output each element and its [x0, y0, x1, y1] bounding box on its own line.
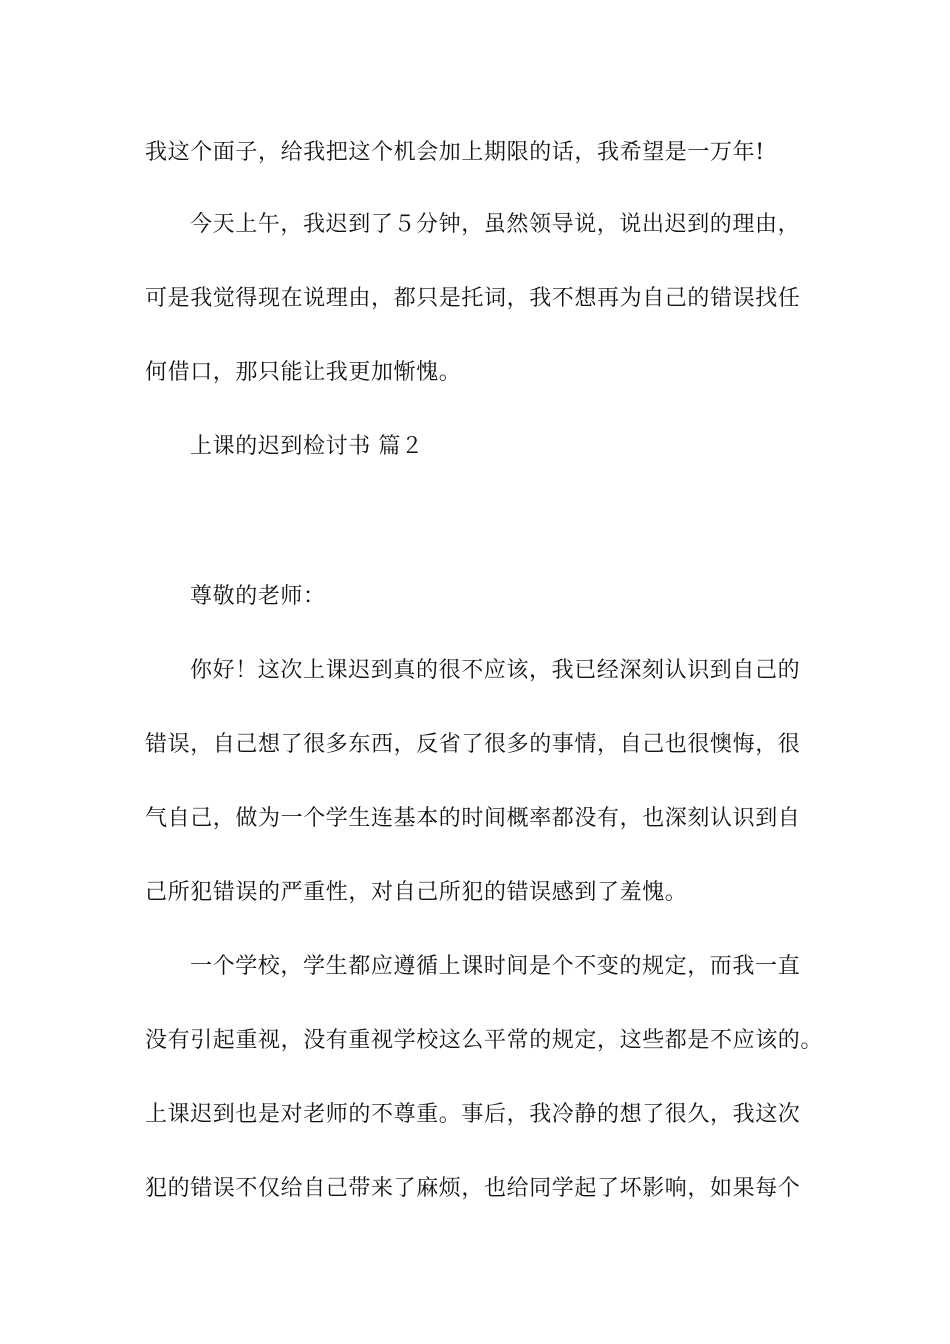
paragraph-line: 犯的错误不仅给自己带来了麻烦，也给同学起了坏影响，如果每个: [145, 1176, 801, 1201]
paragraph-line: 可是我觉得现在说理由，都只是托词，我不想再为自己的错误找任: [145, 286, 801, 311]
paragraph-line: 何借口，那只能让我更加惭愧。: [145, 360, 462, 385]
paragraph-line: 己所犯错误的严重性，对自己所犯的错误感到了羞愧。: [145, 880, 688, 905]
paragraph-line: 错误，自己想了很多东西，反省了很多的事情，自己也很懊悔，很: [145, 732, 801, 757]
paragraph-line: 今天上午，我迟到了５分钟，虽然领导说，说出迟到的理由，: [190, 212, 801, 237]
salutation: 尊敬的老师：: [190, 584, 326, 609]
section-heading: 上课的迟到检讨书 篇２: [190, 434, 424, 459]
paragraph-line: 没有引起重视，没有重视学校这么平常的规定，这些都是不应该的。: [145, 1028, 824, 1053]
paragraph-line: 你好！这次上课迟到真的很不应该，我已经深刻认识到自己的: [190, 658, 801, 683]
paragraph-line: 我这个面子，给我把这个机会加上期限的话，我希望是一万年!: [145, 140, 765, 165]
paragraph-line: 上课迟到也是对老师的不尊重。事后，我冷静的想了很久，我这次: [145, 1102, 801, 1127]
paragraph-line: 一个学校，学生都应遵循上课时间是个不变的规定，而我一直: [190, 954, 801, 979]
paragraph-line: 气自己，做为一个学生连基本的时间概率都没有，也深刻认识到自: [145, 806, 801, 831]
